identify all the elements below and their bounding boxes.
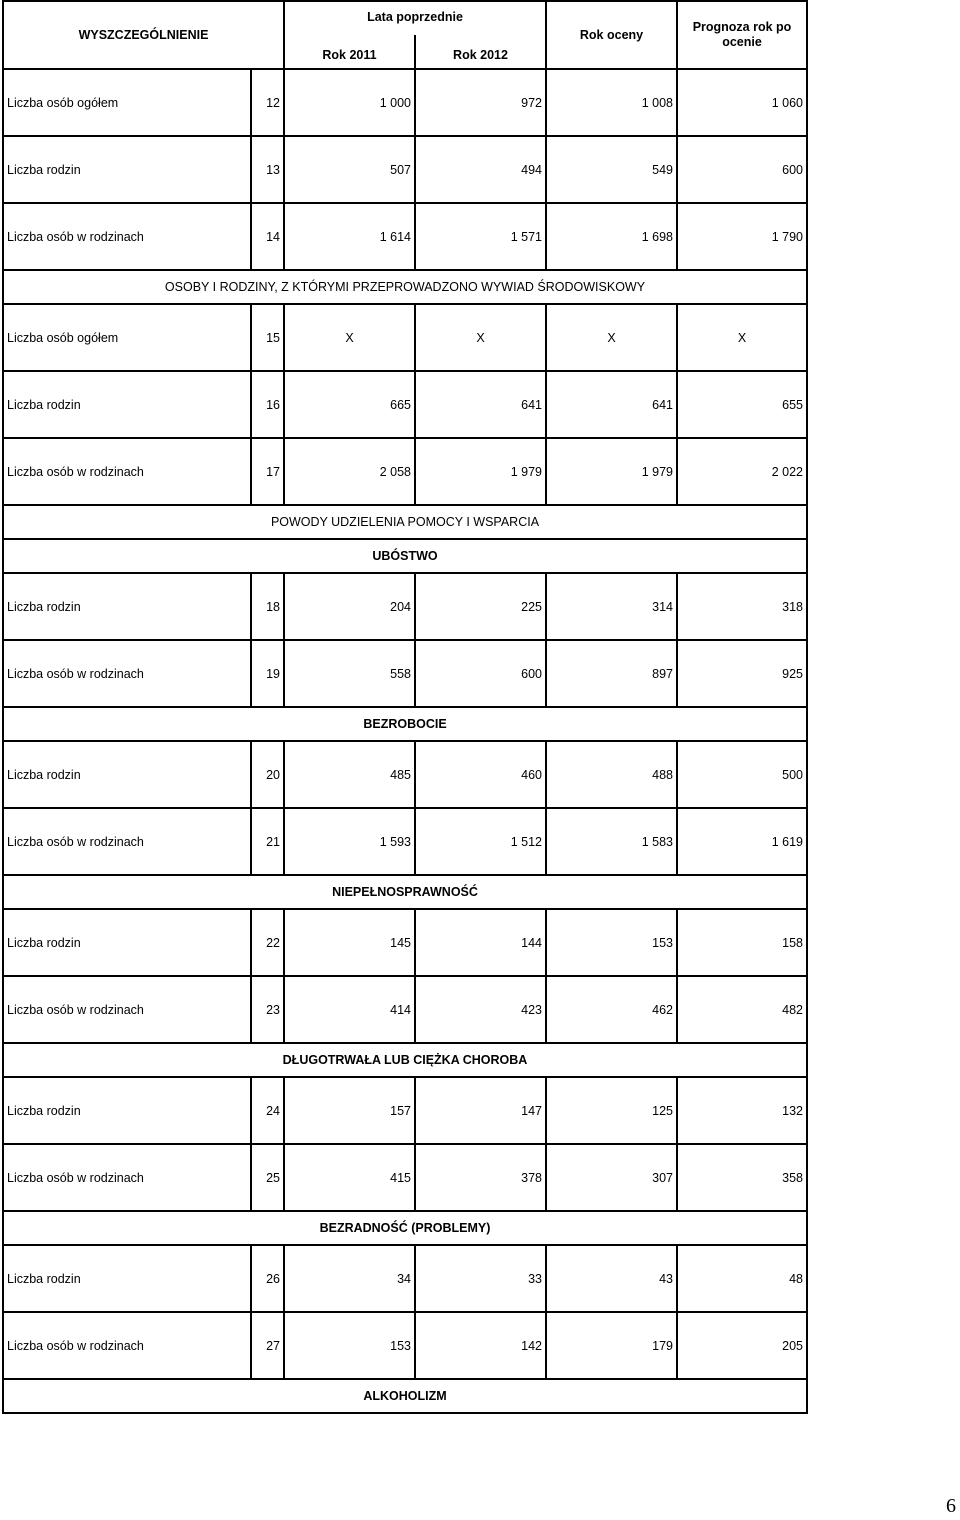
section-title: ALKOHOLIZM [3, 1379, 807, 1413]
value-forecast: 48 [677, 1245, 807, 1312]
value-2012: 142 [415, 1312, 546, 1379]
value-2012: X [415, 304, 546, 371]
value-2012: 641 [415, 371, 546, 438]
value-2011: 153 [284, 1312, 415, 1379]
value-2011: 665 [284, 371, 415, 438]
section-title: BEZROBOCIE [3, 707, 807, 741]
value-2011: 415 [284, 1144, 415, 1211]
table-row [3, 741, 807, 808]
section-row [3, 1211, 807, 1245]
value-2012: 147 [415, 1077, 546, 1144]
table-row [3, 304, 807, 371]
value-forecast: 1 790 [677, 203, 807, 270]
header-prev-years: Lata poprzednie [284, 1, 546, 35]
header-rating-year: Rok oceny [546, 1, 677, 69]
header-forecast: Prognoza rok po ocenie [677, 1, 807, 69]
value-2012: 378 [415, 1144, 546, 1211]
section-title: DŁUGOTRWAŁA LUB CIĘŻKA CHOROBA [3, 1043, 807, 1077]
row-number: 20 [251, 741, 284, 808]
value-2012: 144 [415, 909, 546, 976]
row-number: 17 [251, 438, 284, 505]
table-row [3, 1144, 807, 1211]
value-forecast: 655 [677, 371, 807, 438]
row-label: Liczba osób w rodzinach [3, 1144, 251, 1211]
table-row [3, 438, 807, 505]
value-forecast: 600 [677, 136, 807, 203]
section-title: UBÓSTWO [3, 539, 807, 573]
row-label: Liczba osób w rodzinach [3, 976, 251, 1043]
section-row [3, 505, 807, 539]
value-forecast: 132 [677, 1077, 807, 1144]
row-number: 18 [251, 573, 284, 640]
value-2011: 1 614 [284, 203, 415, 270]
row-label: Liczba rodzin [3, 573, 251, 640]
value-2011: 1 000 [284, 69, 415, 136]
section-row [3, 875, 807, 909]
row-label: Liczba osób w rodzinach [3, 1312, 251, 1379]
row-number: 19 [251, 640, 284, 707]
row-number: 21 [251, 808, 284, 875]
value-forecast: 500 [677, 741, 807, 808]
value-2011: 2 058 [284, 438, 415, 505]
row-number: 27 [251, 1312, 284, 1379]
value-2012: 225 [415, 573, 546, 640]
section-row [3, 1379, 807, 1413]
value-2012: 423 [415, 976, 546, 1043]
row-label: Liczba rodzin [3, 371, 251, 438]
table-row [3, 976, 807, 1043]
table-row [3, 808, 807, 875]
value-rating-year: 179 [546, 1312, 677, 1379]
row-number: 16 [251, 371, 284, 438]
value-forecast: X [677, 304, 807, 371]
row-label: Liczba osób w rodzinach [3, 640, 251, 707]
row-label: Liczba osób ogółem [3, 69, 251, 136]
value-2012: 33 [415, 1245, 546, 1312]
value-forecast: 358 [677, 1144, 807, 1211]
value-rating-year: 1 698 [546, 203, 677, 270]
value-2011: 507 [284, 136, 415, 203]
value-forecast: 2 022 [677, 438, 807, 505]
value-rating-year: 1 583 [546, 808, 677, 875]
value-2011: 157 [284, 1077, 415, 1144]
section-row [3, 1043, 807, 1077]
value-rating-year: 43 [546, 1245, 677, 1312]
row-number: 25 [251, 1144, 284, 1211]
row-label: Liczba rodzin [3, 1245, 251, 1312]
value-rating-year: 153 [546, 909, 677, 976]
value-2011: 145 [284, 909, 415, 976]
row-number: 14 [251, 203, 284, 270]
value-2012: 460 [415, 741, 546, 808]
row-label: Liczba rodzin [3, 741, 251, 808]
row-label: Liczba rodzin [3, 909, 251, 976]
value-rating-year: 307 [546, 1144, 677, 1211]
table-row [3, 640, 807, 707]
header-year-2011: Rok 2011 [284, 35, 415, 69]
value-forecast: 205 [677, 1312, 807, 1379]
value-forecast: 925 [677, 640, 807, 707]
value-2011: 558 [284, 640, 415, 707]
table-row [3, 573, 807, 640]
row-number: 12 [251, 69, 284, 136]
value-rating-year: 1 008 [546, 69, 677, 136]
value-2012: 1 512 [415, 808, 546, 875]
row-label: Liczba rodzin [3, 136, 251, 203]
report-table [2, 0, 808, 1414]
value-rating-year: 897 [546, 640, 677, 707]
value-2011: 485 [284, 741, 415, 808]
value-2012: 972 [415, 69, 546, 136]
section-title: NIEPEŁNOSPRAWNOŚĆ [3, 875, 807, 909]
value-rating-year: 314 [546, 573, 677, 640]
table-body [3, 69, 807, 1413]
value-rating-year: X [546, 304, 677, 371]
value-2011: X [284, 304, 415, 371]
value-rating-year: 125 [546, 1077, 677, 1144]
table-row [3, 371, 807, 438]
row-label: Liczba osób w rodzinach [3, 438, 251, 505]
row-label: Liczba osób ogółem [3, 304, 251, 371]
row-number: 26 [251, 1245, 284, 1312]
value-forecast: 318 [677, 573, 807, 640]
header-year-2012: Rok 2012 [415, 35, 546, 69]
row-label: Liczba osób w rodzinach [3, 203, 251, 270]
value-2011: 414 [284, 976, 415, 1043]
value-forecast: 1 619 [677, 808, 807, 875]
section-row [3, 707, 807, 741]
row-label: Liczba rodzin [3, 1077, 251, 1144]
row-label: Liczba osób w rodzinach [3, 808, 251, 875]
value-2011: 1 593 [284, 808, 415, 875]
value-rating-year: 641 [546, 371, 677, 438]
value-rating-year: 488 [546, 741, 677, 808]
section-title: POWODY UDZIELENIA POMOCY I WSPARCIA [3, 505, 807, 539]
header-wyszczegolnienie: WYSZCZEGÓLNIENIE [3, 1, 284, 69]
value-rating-year: 462 [546, 976, 677, 1043]
table-row [3, 1312, 807, 1379]
row-number: 13 [251, 136, 284, 203]
table-row [3, 1245, 807, 1312]
row-number: 23 [251, 976, 284, 1043]
value-forecast: 158 [677, 909, 807, 976]
value-forecast: 1 060 [677, 69, 807, 136]
value-2011: 34 [284, 1245, 415, 1312]
value-rating-year: 1 979 [546, 438, 677, 505]
value-2012: 600 [415, 640, 546, 707]
section-row [3, 270, 807, 304]
value-2012: 1 979 [415, 438, 546, 505]
value-2012: 494 [415, 136, 546, 203]
row-number: 22 [251, 909, 284, 976]
table-row [3, 203, 807, 270]
section-title: OSOBY I RODZINY, Z KTÓRYMI PRZEPROWADZONO WYWIAD ŚRODOWISKOWY [3, 270, 807, 304]
table-row [3, 1077, 807, 1144]
table-row [3, 136, 807, 203]
page-number: 6 [946, 1495, 956, 1517]
section-title: BEZRADNOŚĆ (PROBLEMY) [3, 1211, 807, 1245]
row-number: 15 [251, 304, 284, 371]
value-forecast: 482 [677, 976, 807, 1043]
row-number: 24 [251, 1077, 284, 1144]
value-rating-year: 549 [546, 136, 677, 203]
section-row [3, 539, 807, 573]
value-2011: 204 [284, 573, 415, 640]
table-row [3, 69, 807, 136]
value-2012: 1 571 [415, 203, 546, 270]
table-row [3, 909, 807, 976]
